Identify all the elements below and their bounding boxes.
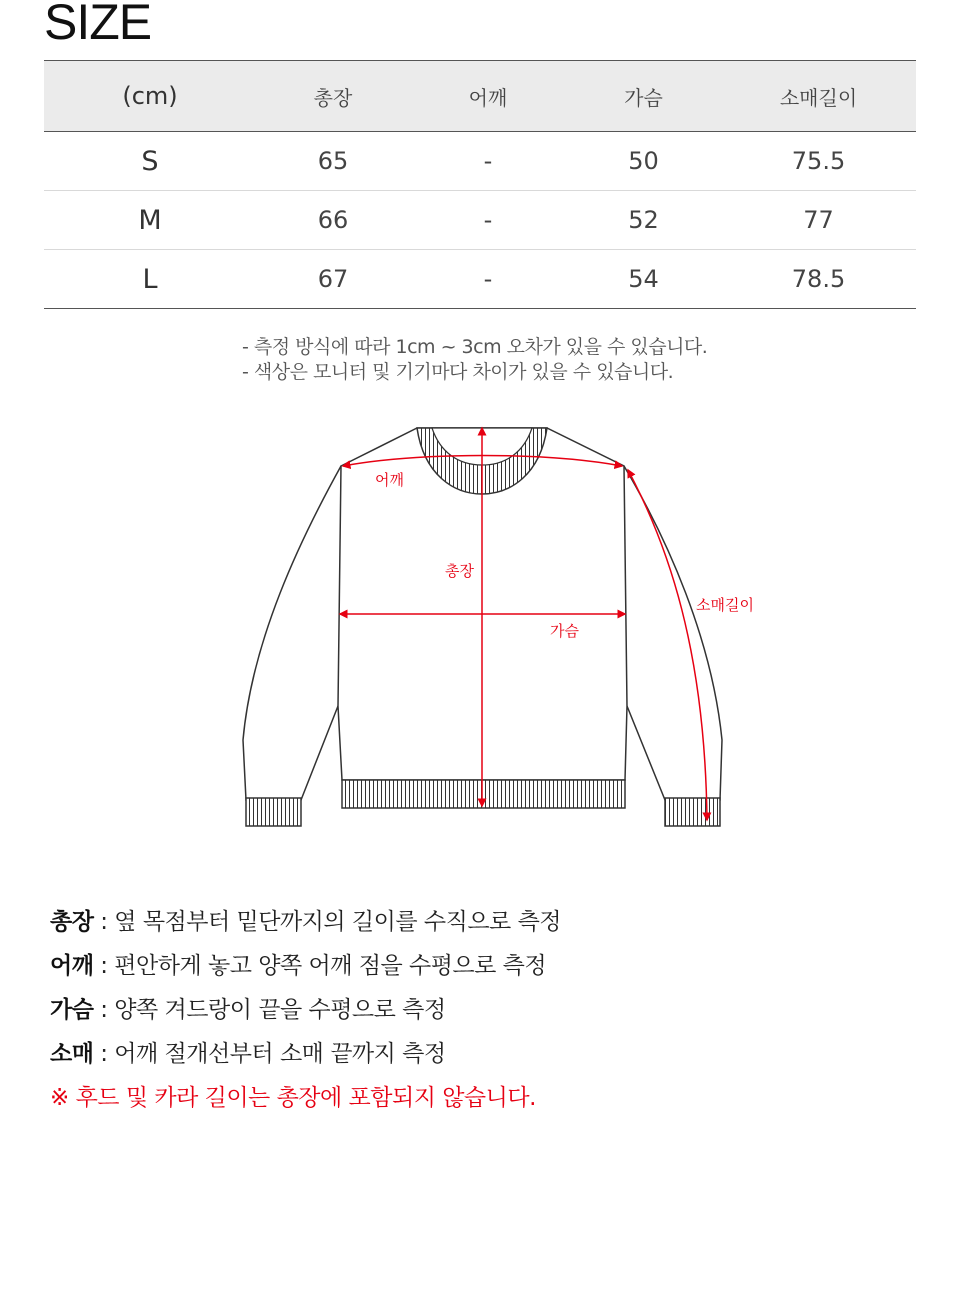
measurement-notes <box>242 335 707 385</box>
table-row <box>44 191 916 250</box>
size-label: S <box>44 132 256 191</box>
table-cell: 54 <box>566 250 721 309</box>
table-cell: 52 <box>566 191 721 250</box>
chest-label: 가슴 <box>550 622 579 640</box>
length-label: 총장 <box>445 562 474 580</box>
left-sleeve-outline <box>243 466 341 800</box>
desc-chest <box>50 988 561 1032</box>
note-line: - 색상은 모니터 및 기기마다 차이가 있을 수 있습니다. <box>242 361 674 383</box>
right-cuff-rib <box>665 798 720 826</box>
table-row <box>44 250 916 309</box>
sweater-measurement-diagram <box>230 415 754 835</box>
table-cell: 75.5 <box>721 132 916 191</box>
measurement-descriptions <box>50 900 561 1120</box>
desc-term: 어깨 <box>50 953 94 979</box>
desc-text: : 어깨 절개선부터 소매 끝까지 측정 <box>93 1041 446 1067</box>
header-sleeve: 소매길이 <box>721 61 916 132</box>
header-chest: 가슴 <box>566 61 721 132</box>
desc-text: : 양쪽 겨드랑이 끝을 수평으로 측정 <box>93 997 446 1023</box>
table-cell: - <box>410 250 566 309</box>
table-cell: 65 <box>256 132 410 191</box>
header-length: 총장 <box>256 61 410 132</box>
size-label: L <box>44 250 256 309</box>
table-cell: - <box>410 132 566 191</box>
warning-note: ※ 후드 및 카라 길이는 총장에 포함되지 않습니다. <box>50 1085 536 1111</box>
note-line: - 측정 방식에 따라 1cm ~ 3cm 오차가 있을 수 있습니다. <box>242 336 708 358</box>
table-row <box>44 132 916 191</box>
desc-term: 소매 <box>50 1041 94 1067</box>
hem-rib <box>342 780 625 808</box>
sleeve-label: 소매길이 <box>696 596 754 614</box>
desc-text: : 옆 목점부터 밑단까지의 길이를 수직으로 측정 <box>93 909 562 935</box>
table-cell: 66 <box>256 191 410 250</box>
page-title: SIZE <box>44 0 152 50</box>
table-cell: - <box>410 191 566 250</box>
header-shoulder: 어깨 <box>410 61 566 132</box>
table-cell: 50 <box>566 132 721 191</box>
desc-term: 가슴 <box>50 997 94 1023</box>
table-header-row <box>44 61 916 132</box>
table-cell: 67 <box>256 250 410 309</box>
table-cell: 77 <box>721 191 916 250</box>
size-label: M <box>44 191 256 250</box>
shoulder-label: 어깨 <box>375 471 404 489</box>
right-sleeve-outline <box>624 466 722 800</box>
desc-shoulder <box>50 944 561 988</box>
desc-sleeve <box>50 1032 561 1076</box>
left-cuff-rib <box>246 798 301 826</box>
header-unit: (cm) <box>44 61 256 132</box>
desc-term: 총장 <box>50 909 94 935</box>
table-cell: 78.5 <box>721 250 916 309</box>
size-table <box>44 60 916 309</box>
desc-text: : 편안하게 놓고 양쪽 어깨 점을 수평으로 측정 <box>93 953 547 979</box>
desc-length <box>50 900 561 944</box>
